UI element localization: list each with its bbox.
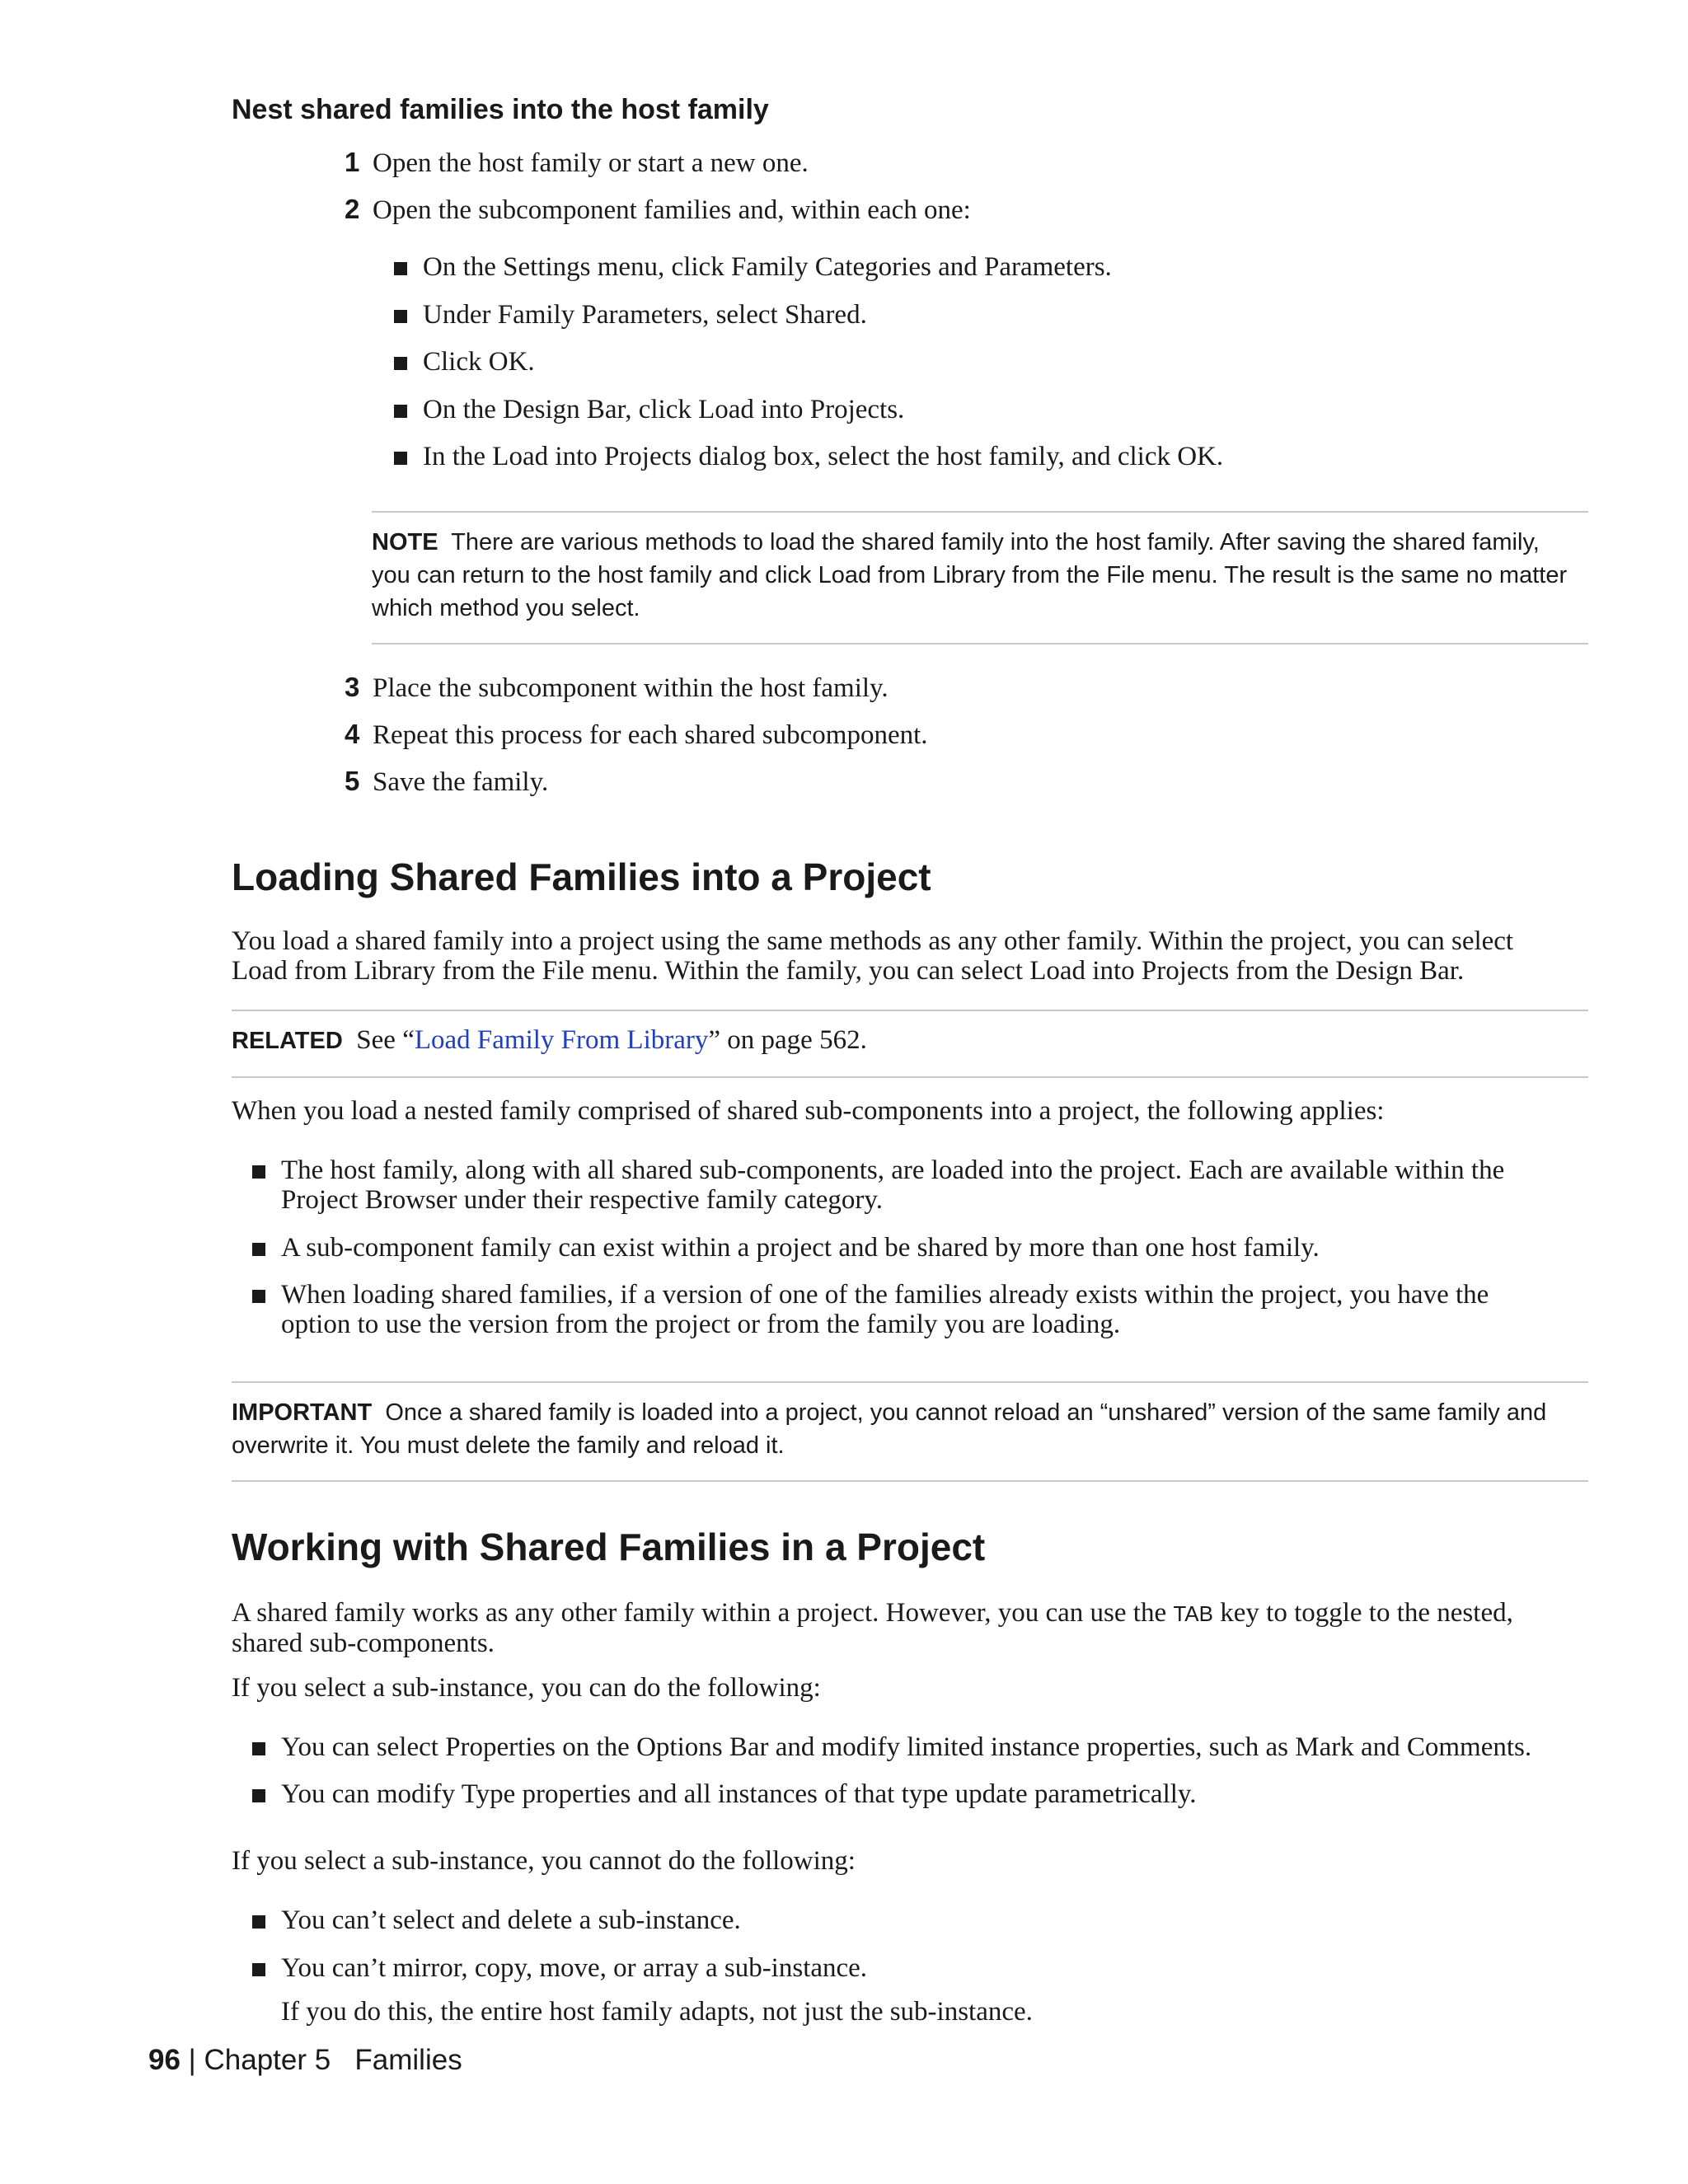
can-bullet: You can modify Type properties and all instances of that type update parametrically.	[281, 1779, 1197, 1809]
loading-bullet	[281, 1280, 1600, 1339]
paragraph-line: shared sub-components.	[232, 1629, 495, 1658]
note-line-2: you can return to the host family and click Load from Library from the File menu. The result is the same no matter	[372, 562, 1568, 588]
note-line-1: There are various methods to load the shared family into the host family. After saving the shared family,	[451, 529, 1540, 555]
bullet-line: A sub-component family can exist within a project and be shared by more than one host family.	[281, 1233, 1320, 1263]
loading-bullet	[281, 1233, 1600, 1263]
step-text: Place the subcomponent within the host family.	[373, 673, 889, 703]
substep-item: On the Design Bar, click Load into Projects.	[423, 395, 905, 424]
can-bullet: You can select Properties on the Options Bar and modify limited instance properties, such as Mark and Comments.	[281, 1732, 1532, 1762]
substep-item: Click OK.	[423, 347, 535, 377]
important-bottom-rule	[232, 1480, 1588, 1482]
step-number: 3	[345, 672, 360, 702]
related-bottom-rule	[232, 1076, 1588, 1078]
section-heading-loading: Loading Shared Families into a Project	[232, 855, 931, 898]
loading-intro: When you load a nested family comprised of shared sub-components into a project, the following applies:	[232, 1096, 1385, 1126]
section-heading-working: Working with Shared Families in a Project	[232, 1526, 986, 1568]
important-box	[232, 1396, 1592, 1462]
substep-item: Under Family Parameters, select Shared.	[423, 300, 867, 330]
important-top-rule	[232, 1381, 1588, 1383]
related-link[interactable]: Load Family From Library	[414, 1025, 709, 1055]
working-paragraph	[232, 1598, 1592, 1658]
step-2	[345, 194, 971, 226]
procedure-title: Nest shared families into the host family	[232, 94, 769, 125]
loading-paragraph	[232, 926, 1592, 986]
step-5	[345, 766, 548, 798]
bullet-square-icon	[394, 310, 407, 323]
step-text: Save the family.	[373, 767, 549, 797]
bullet-line: The host family, along with all shared sub-components, are loaded into the project. Each are available within the	[281, 1155, 1505, 1185]
bullet-line: Project Browser under their respective family category.	[281, 1185, 883, 1215]
important-line-2: overwrite it. You must delete the family and reload it.	[232, 1432, 785, 1459]
bullet-square-icon	[252, 1165, 265, 1179]
bullet-square-icon	[252, 1243, 265, 1256]
substep-item: On the Settings menu, click Family Categories and Parameters.	[423, 252, 1112, 282]
cannot-bullet: You can’t mirror, copy, move, or array a sub-instance.	[281, 1953, 868, 1983]
bullet-square-icon	[252, 1290, 265, 1303]
footer-separator: |	[188, 2044, 196, 2076]
note-bottom-rule	[372, 643, 1588, 644]
footer-chapter: Chapter 5	[204, 2044, 331, 2076]
related-label: RELATED	[232, 1028, 343, 1054]
cannot-intro: If you select a sub-instance, you cannot do the following:	[232, 1846, 856, 1876]
page-number: 96	[148, 2044, 181, 2076]
step-4	[345, 719, 928, 751]
paragraph-line: Load from Library from the File menu. Within the family, you can select Load into Projects from the Design Bar.	[232, 956, 1465, 986]
related-pre: See “	[356, 1025, 415, 1055]
bullet-square-icon	[252, 1915, 265, 1929]
cannot-followup: If you do this, the entire host family adapts, not just the sub-instance.	[281, 1997, 1033, 2027]
substep-item: In the Load into Projects dialog box, select the host family, and click OK.	[423, 442, 1224, 471]
important-label: IMPORTANT	[232, 1399, 373, 1426]
related-post: ” on page 562.	[708, 1025, 867, 1055]
note-top-rule	[372, 511, 1588, 513]
step-text: Open the host family or start a new one.	[373, 148, 809, 178]
page-footer	[148, 2044, 462, 2077]
paragraph-line: You load a shared family into a project using the same methods as any other family. Within the project, you can select	[232, 926, 1514, 956]
related-top-rule	[232, 1010, 1588, 1011]
tab-key-label: TAB	[1173, 1601, 1213, 1626]
step-1	[345, 147, 809, 179]
note-box	[372, 526, 1592, 625]
paragraph-text: A shared family works as any other family within a project. However, you can use the	[232, 1598, 1174, 1628]
cannot-bullet: You can’t select and delete a sub-instance.	[281, 1905, 741, 1935]
bullet-line: option to use the version from the project or from the family you are loading.	[281, 1310, 1121, 1339]
loading-bullet	[281, 1155, 1600, 1215]
step-3	[345, 672, 889, 704]
bullet-square-icon	[394, 405, 407, 418]
bullet-line: When loading shared families, if a version of one of the families already exists within the project, you have the	[281, 1280, 1489, 1310]
bullet-square-icon	[394, 262, 407, 275]
paragraph-text: key to toggle to the nested,	[1213, 1598, 1513, 1628]
related-note	[232, 1025, 867, 1056]
step-number: 5	[345, 766, 360, 796]
important-line-1: Once a shared family is loaded into a project, you cannot reload an “unshared” version of the same family and	[385, 1399, 1547, 1426]
step-text: Open the subcomponent families and, within each one:	[373, 195, 971, 225]
note-label: NOTE	[372, 529, 438, 555]
bullet-square-icon	[252, 1742, 265, 1755]
step-number: 4	[345, 719, 360, 749]
step-text: Repeat this process for each shared subcomponent.	[373, 720, 928, 750]
step-number: 1	[345, 147, 360, 177]
bullet-square-icon	[394, 452, 407, 465]
footer-chapter-title: Families	[354, 2044, 462, 2076]
bullet-square-icon	[394, 357, 407, 370]
bullet-square-icon	[252, 1789, 265, 1802]
bullet-square-icon	[252, 1963, 265, 1976]
note-line-3: which method you select.	[372, 595, 640, 621]
step-number: 2	[345, 194, 360, 224]
can-intro: If you select a sub-instance, you can do the following:	[232, 1673, 821, 1703]
